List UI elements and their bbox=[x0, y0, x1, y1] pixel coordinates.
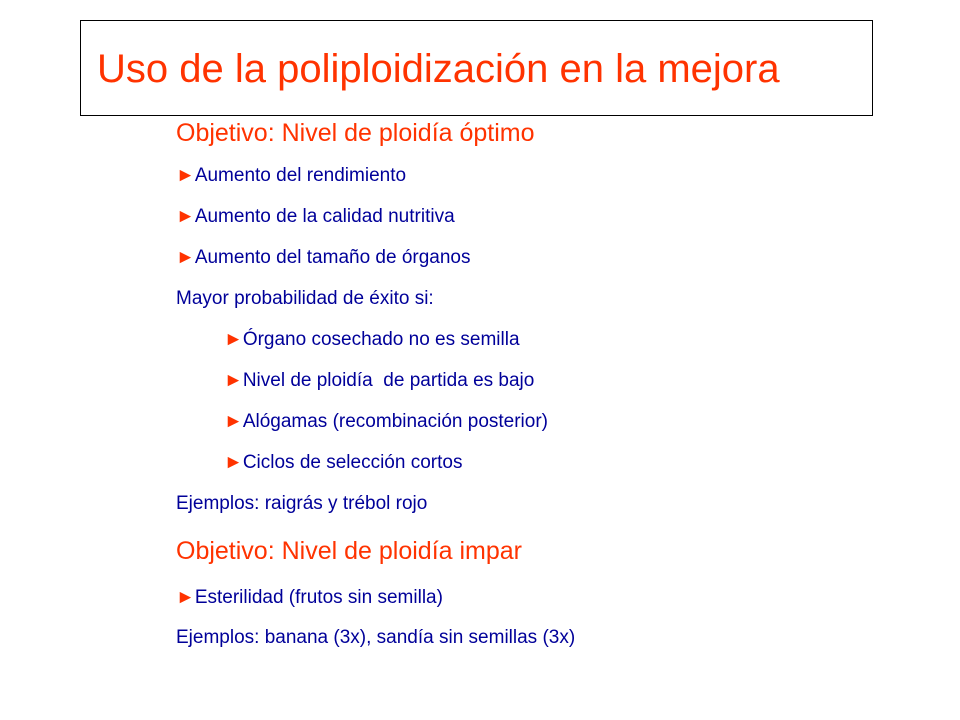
section-1-subitem-1-text: Órgano cosechado no es semilla bbox=[242, 329, 520, 350]
section-2-item-1-text: Esterilidad (frutos sin semilla) bbox=[194, 587, 443, 608]
bullet-arrow-icon: ► bbox=[176, 165, 195, 186]
section-1-item-2 bbox=[176, 205, 455, 229]
section-2-heading: Objetivo: Nivel de ploidía impar bbox=[176, 537, 522, 565]
bullet-arrow-icon: ► bbox=[176, 587, 195, 608]
section-1-item-1 bbox=[176, 164, 406, 188]
bullet-arrow-icon: ► bbox=[224, 411, 243, 432]
section-1-subheading: Mayor probabilidad de éxito si: bbox=[176, 288, 434, 309]
section-1-subitem-3 bbox=[224, 410, 548, 434]
section-1-subitem-4 bbox=[224, 451, 462, 475]
section-1-subitem-2-text: Nivel de ploidía de partida es bajo bbox=[242, 370, 535, 391]
section-1-item-3-text: Aumento del tamaño de órganos bbox=[194, 247, 471, 268]
section-1-examples: Ejemplos: raigrás y trébol rojo bbox=[176, 493, 428, 514]
bullet-arrow-icon: ► bbox=[176, 206, 195, 227]
bullet-arrow-icon: ► bbox=[176, 247, 195, 268]
section-1-subitem-1 bbox=[224, 328, 520, 352]
bullet-arrow-icon: ► bbox=[224, 329, 243, 350]
bullet-arrow-icon: ► bbox=[224, 370, 243, 391]
slide-title: Uso de la poliploidización en la mejora bbox=[97, 47, 780, 91]
section-1-subitem-3-text: Alógamas (recombinación posterior) bbox=[242, 411, 548, 432]
section-1-item-3 bbox=[176, 246, 471, 270]
section-1-subitem-4-text: Ciclos de selección cortos bbox=[242, 452, 463, 473]
section-2-item-1 bbox=[176, 586, 443, 610]
section-1-subitem-2 bbox=[224, 369, 534, 393]
section-1-item-2-text: Aumento de la calidad nutritiva bbox=[194, 206, 455, 227]
section-1-item-1-text: Aumento del rendimiento bbox=[194, 165, 407, 186]
title-box bbox=[80, 20, 873, 116]
section-2-examples: Ejemplos: banana (3x), sandía sin semillas (3x) bbox=[176, 627, 576, 648]
section-1-heading: Objetivo: Nivel de ploidía óptimo bbox=[176, 119, 535, 147]
bullet-arrow-icon: ► bbox=[224, 452, 243, 473]
